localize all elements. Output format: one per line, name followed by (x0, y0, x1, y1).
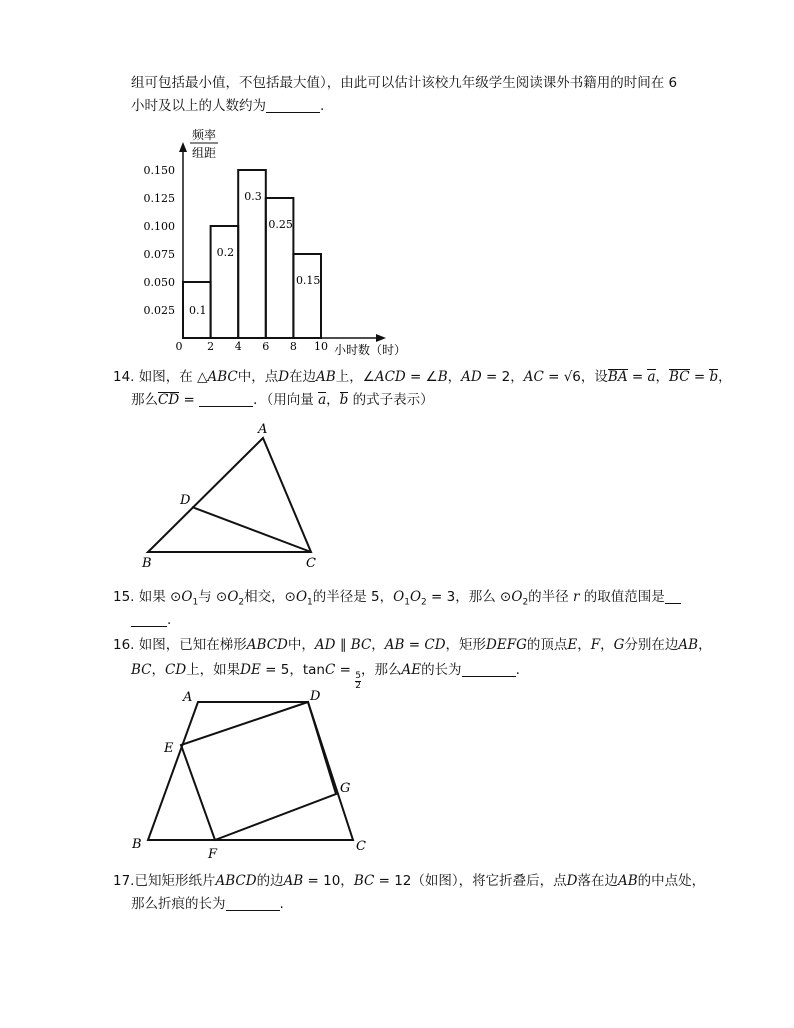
q16-line2: BC，CD上，如果DE = 5，tanC = $\frac{5}{2}$ ，那么AE的长为 . (131, 662, 520, 691)
label-e: E (164, 741, 174, 756)
y-tick-label: 0.050 (143, 276, 175, 289)
y-tick-label: 0.125 (143, 192, 175, 205)
q15-line1: 15. 如果 $⊙O_1$与 $⊙O_2$相交，$⊙O_1$的半径是 5，$O_1O_2 = 3$，那么 $⊙O_2$的半径 r 的取值范围是 (113, 588, 681, 612)
y-axis-label-bottom: 组距 (191, 146, 217, 160)
label-b: B (132, 837, 142, 852)
bar-value-label: 0.25 (268, 218, 293, 231)
label-b: B (142, 556, 152, 571)
label-d: D (310, 689, 321, 704)
label-f: F (208, 847, 218, 862)
x-tick-label: 4 (234, 340, 242, 353)
label-c: C (306, 556, 316, 571)
q16-line1: 16. 如图，已知在梯形ABCD中，AD ∥ BC，AB = CD，矩形DEFG的顶点E，F，G分别在边AB， (113, 637, 712, 653)
y-tick-label: 0.075 (143, 248, 175, 261)
x-tick-label: 0 (175, 340, 183, 353)
q13-line1: 组可包括最小值，不包括最大值），由此可以估计该校九年级学生阅读课外书籍用的时间在 6 (131, 75, 678, 91)
bar-value-label: 0.3 (244, 190, 262, 203)
y-axis-label-top: 频率 (191, 128, 217, 142)
q17-line1: 17.已知矩形纸片ABCD的边AB = 10，BC = 12（如图），将它折叠后，点D落在边AB的中点处， (113, 873, 706, 889)
rectangle-defg (181, 702, 336, 840)
answer-blank[interactable] (226, 896, 280, 911)
fraction-five-halves: $\frac{5}{2}$ (355, 671, 361, 691)
y-tick-label: 0.100 (143, 220, 175, 233)
x-tick-label: 10 (314, 340, 328, 353)
q15-line2: . (131, 611, 171, 629)
bar-value-label: 0.15 (295, 274, 321, 287)
y-tick-label: 0.150 (143, 164, 175, 177)
bar-value-label: 0.1 (189, 304, 207, 317)
trapezoid-abcd (148, 702, 353, 840)
label-d: D (180, 493, 191, 508)
q17-line2: 那么折痕的长为 . (131, 896, 284, 912)
label-a: A (183, 690, 193, 705)
q13-line2: 小时及以上的人数约为 . (131, 98, 325, 114)
q14-line2: 那么CD = ．（用向量 a，b 的式子表示） (131, 392, 434, 408)
y-tick-label: 0.025 (143, 304, 175, 317)
q14-line1: 14. 如图，在 △ABC中，点D在边AB上，∠ACD = ∠B，AD = 2，AC = √6，设BA = a，BC = b， (113, 369, 732, 385)
x-tick-label: 6 (262, 340, 270, 353)
x-tick-label: 2 (207, 340, 215, 353)
label-c: C (356, 839, 366, 854)
bar-value-label: 0.2 (216, 246, 235, 259)
x-tick-label: 8 (289, 340, 297, 353)
x-axis-label: 小时数（时） (333, 343, 407, 357)
label-g: G (340, 781, 351, 796)
label-a: A (258, 422, 268, 437)
